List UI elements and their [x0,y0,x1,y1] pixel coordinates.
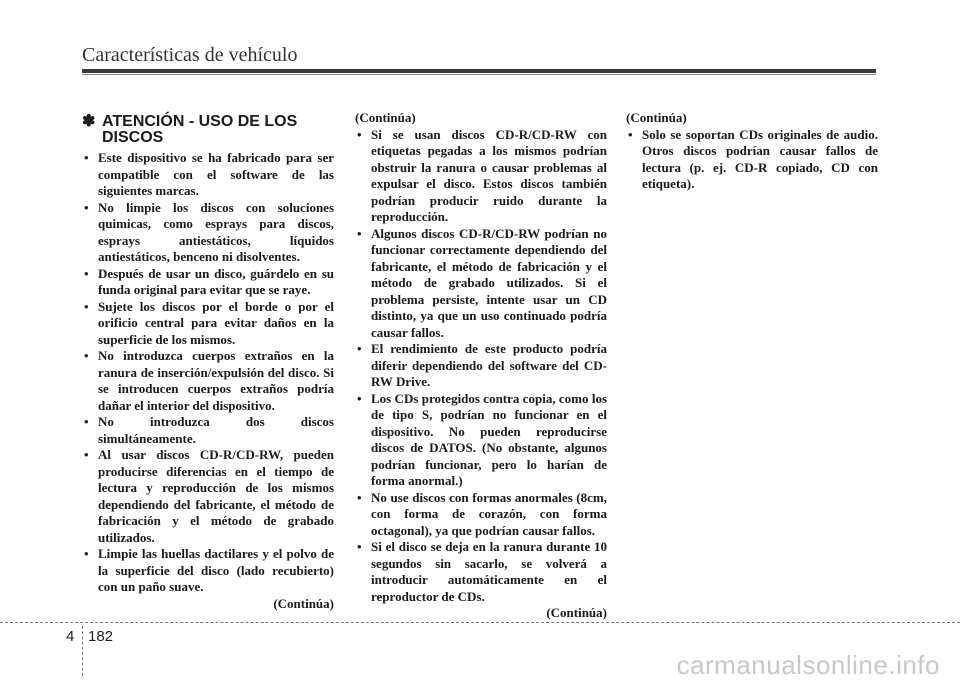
caution-heading [82,114,334,146]
list-item: • No use discos con formas anormales (8cm, con forma de corazón, con forma octagonal), ya que podrían causar fallos. [355,490,607,540]
asterisk-icon: ✽ [82,113,96,130]
list-item: • No introduzca cuerpos extraños en la ranura de inserción/expulsión del disco. Si se introducen cuerpos extraños podría dañar el interior del dispositivo. [82,348,334,414]
column-3 [626,110,878,193]
header-rule [82,69,876,73]
list-item: • Limpie las huellas dactilares y el polvo de la superficie del disco (lado recubierto) con un paño suave. [82,546,334,596]
list-item: • Los CDs protegidos contra copia, como los de tipo S, podrían no funcionar en el dispositivo. No pueden reproducirse discos de DATOS. (No obstante, algunos podrían funcionar, pero lo harían de forma anormal.) [355,391,607,490]
chapter-number: 4 [66,628,75,645]
continued-label: (Continúa) [355,110,416,125]
footer-divider [0,622,960,623]
header-rule-thin [82,74,876,75]
list-item: • No introduzca dos discos simultáneamente. [82,414,334,447]
page-header-title: Características de vehículo [82,44,298,66]
bullet-list [626,127,878,193]
page-number: 182 [88,628,114,645]
bullet-list [355,127,607,606]
list-item: • El rendimiento de este producto podría diferir dependiendo del software del CD-RW Drive. [355,341,607,391]
list-item: • Si se usan discos CD-R/CD-RW con etiquetas pegadas a los mismos podrían obstruir la ranura o causar problemas al expulsar el disco. Estos discos también podrían producir ruido durante la reproducción. [355,127,607,226]
column-1 [82,110,334,612]
list-item: • Solo se soportan CDs originales de audio. Otros discos podrían causar fallos de lectura (p. ej. CD-R copiado, CD con etiqueta). [626,127,878,193]
list-item: • Después de usar un disco, guárdelo en su funda original para evitar que se raye. [82,266,334,299]
column-2 [355,110,607,622]
list-item: • No limpie los discos con soluciones quimicas, como esprays para discos, esprays antiestáticos, líquidos antiestáticos, benceno ni disolventes. [82,200,334,266]
list-item: • Algunos discos CD-R/CD-RW podrían no funcionar correctamente dependiendo del fabricante, el método de fabricación y el método de grabado utilizados. Si el problema persiste, intente usar un CD distinto, ya que un uso continuado podría causar fallos. [355,226,607,342]
caution-heading-text: ATENCIÓN - USO DE LOS DISCOS [102,113,298,146]
list-item: • Este dispositivo se ha fabricado para ser compatible con el software de las siguientes marcas. [82,150,334,200]
bullet-list [82,150,334,596]
continued-label: (Continúa) [273,595,334,611]
continued-label: (Continúa) [546,605,607,620]
continued-label: (Continúa) [626,110,687,125]
list-item: • Si el disco se deja en la ranura durante 10 segundos sin sacarlo, se volverá a introducir automáticamente en el reproductor de CDs. [355,539,607,605]
footer-vertical-divider [82,626,83,676]
list-item: • Sujete los discos por el borde o por el orificio central para evitar daños en la superficie de los mismos. [82,299,334,349]
watermark: carmanualsonline.info [676,650,940,680]
list-item: • Al usar discos CD-R/CD-RW, pueden producirse diferencias en el tiempo de lectura y reproducción de los mismos dependiendo del fabricante, el método de fabricación y el método de grabado utilizados. [82,447,334,546]
